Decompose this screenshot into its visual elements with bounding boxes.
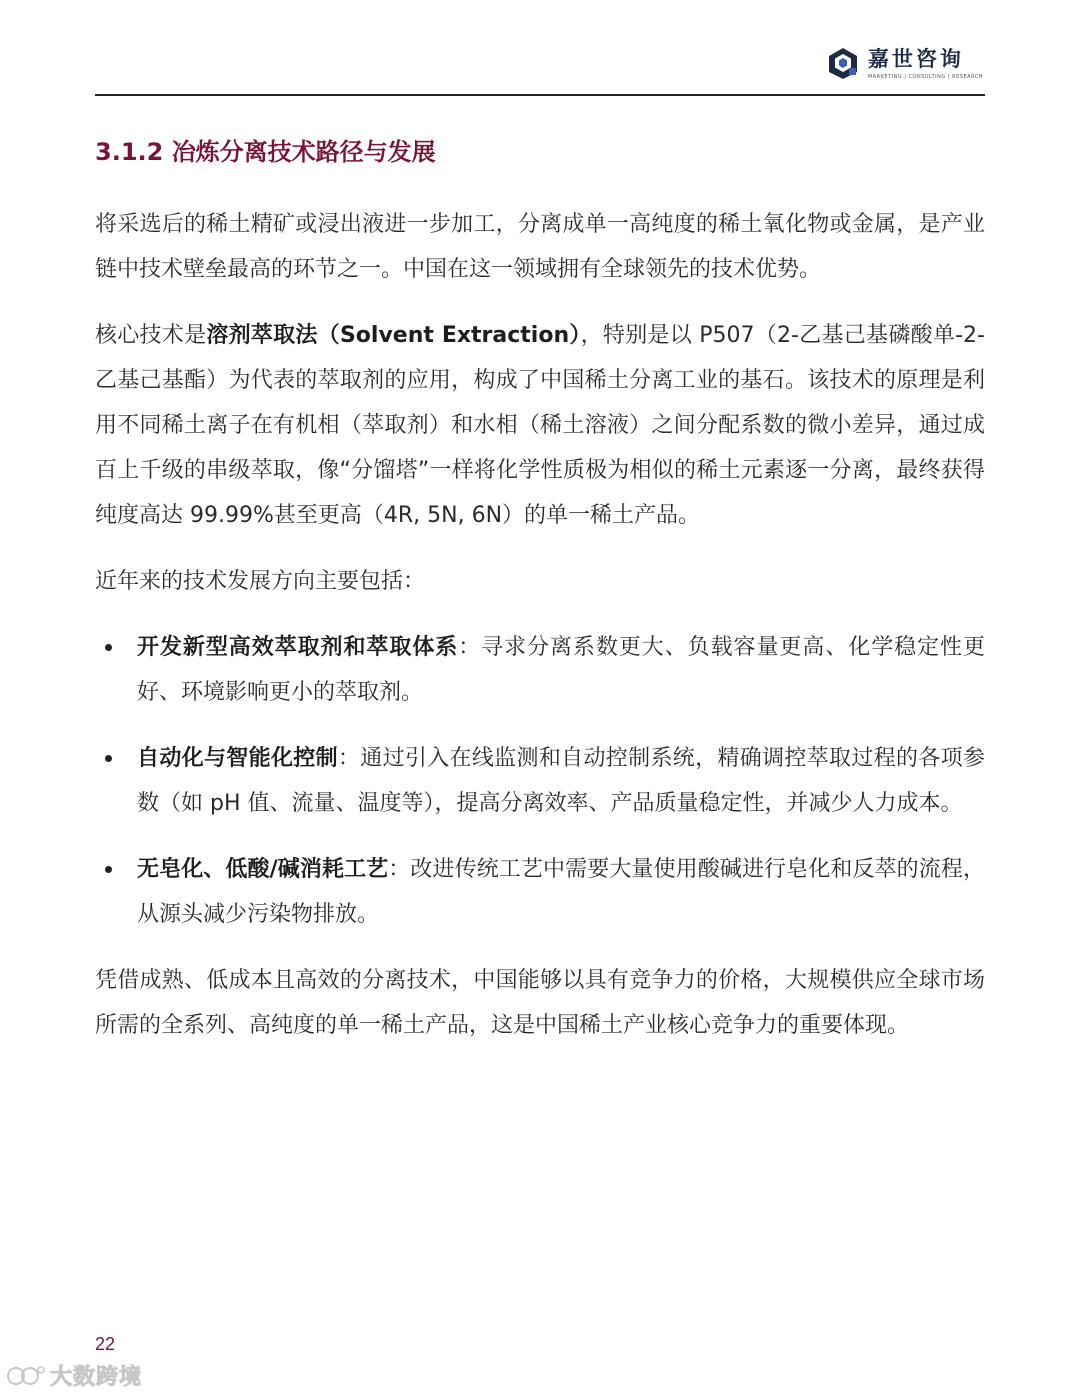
conclusion-paragraph: 凭借成熟、低成本且高效的分离技术，中国能够以具有竞争力的价格，大规模供应全球市场所需的全系列、高纯度的单一稀土产品，这是中国稀土产业核心竞争力的重要体现。 bbox=[95, 968, 985, 1038]
watermark bbox=[6, 1360, 142, 1391]
watermark-logo-icon bbox=[6, 1362, 46, 1390]
page-header bbox=[95, 0, 985, 97]
brand-tagline: MARKETING | CONSULTING | RESEARCH bbox=[867, 73, 983, 80]
main-content bbox=[95, 130, 985, 1048]
bullet-term: 自动化与智能化控制 bbox=[137, 746, 338, 771]
bullet-icon bbox=[105, 755, 112, 762]
bullet-text: ：寻求分离系数更大、负载容量更高、化学稳定性更好、环境影响更小的萃取剂。 bbox=[137, 635, 985, 705]
list-item bbox=[95, 847, 985, 937]
list-item bbox=[95, 625, 985, 715]
watermark-text: 大数跨境 bbox=[50, 1365, 143, 1390]
bullet-term: 无皂化、低酸/碱消耗工艺 bbox=[137, 857, 389, 882]
core-tech-prefix: 核心技术是 bbox=[95, 323, 207, 348]
list-item bbox=[95, 736, 985, 826]
bullet-icon bbox=[105, 866, 112, 873]
header-divider bbox=[95, 94, 985, 96]
brand-name: 嘉世咨询 bbox=[867, 46, 964, 71]
page-number: 22 bbox=[95, 1334, 116, 1354]
bullet-term: 开发新型高效萃取剂和萃取体系 bbox=[137, 635, 459, 660]
core-tech-highlight: 溶剂萃取法（Solvent Extraction） bbox=[206, 323, 581, 348]
intro-paragraph: 将采选后的稀土精矿或浸出液进一步加工，分离成单一高纯度的稀土氧化物或金属，是产业链中技术壁垒最高的环节之一。中国在这一领域拥有全球领先的技术优势。 bbox=[95, 212, 985, 282]
core-tech-paragraph bbox=[95, 313, 985, 538]
section-title: 3.1.2 冶炼分离技术路径与发展 bbox=[95, 138, 436, 166]
bullet-text: ：通过引入在线监测和自动控制系统，精确调控萃取过程的各项参数（如 pH 值、流量、温度等），提高分离效率、产品质量稳定性，并减少人力成本。 bbox=[137, 746, 985, 816]
cube-logo-icon bbox=[826, 46, 860, 80]
brand-logo bbox=[826, 46, 983, 80]
core-tech-body: ，特别是以 P507（2-乙基己基磷酸单-2-乙基己基酯）为代表的萃取剂的应用，构成了中国稀土分离工业的基石。该技术的原理是利用不同稀土离子在有机相（萃取剂）和水相（稀土溶液）之间分配系数的微小差异，通过成百上千级的串级萃取，像“分馏塔”一样将化学性质极为相似的稀土元素逐一分离，最终获得纯度高达 99.99%甚至更高（4R, 5N, 6N）的单一稀土产品。 bbox=[95, 323, 985, 528]
trends-intro: 近年来的技术发展方向主要包括： bbox=[95, 569, 426, 594]
bullet-icon bbox=[105, 644, 112, 651]
trends-list bbox=[95, 625, 985, 937]
bullet-text: ：改进传统工艺中需要大量使用酸碱进行皂化和反萃的流程，从源头减少污染物排放。 bbox=[137, 857, 985, 927]
